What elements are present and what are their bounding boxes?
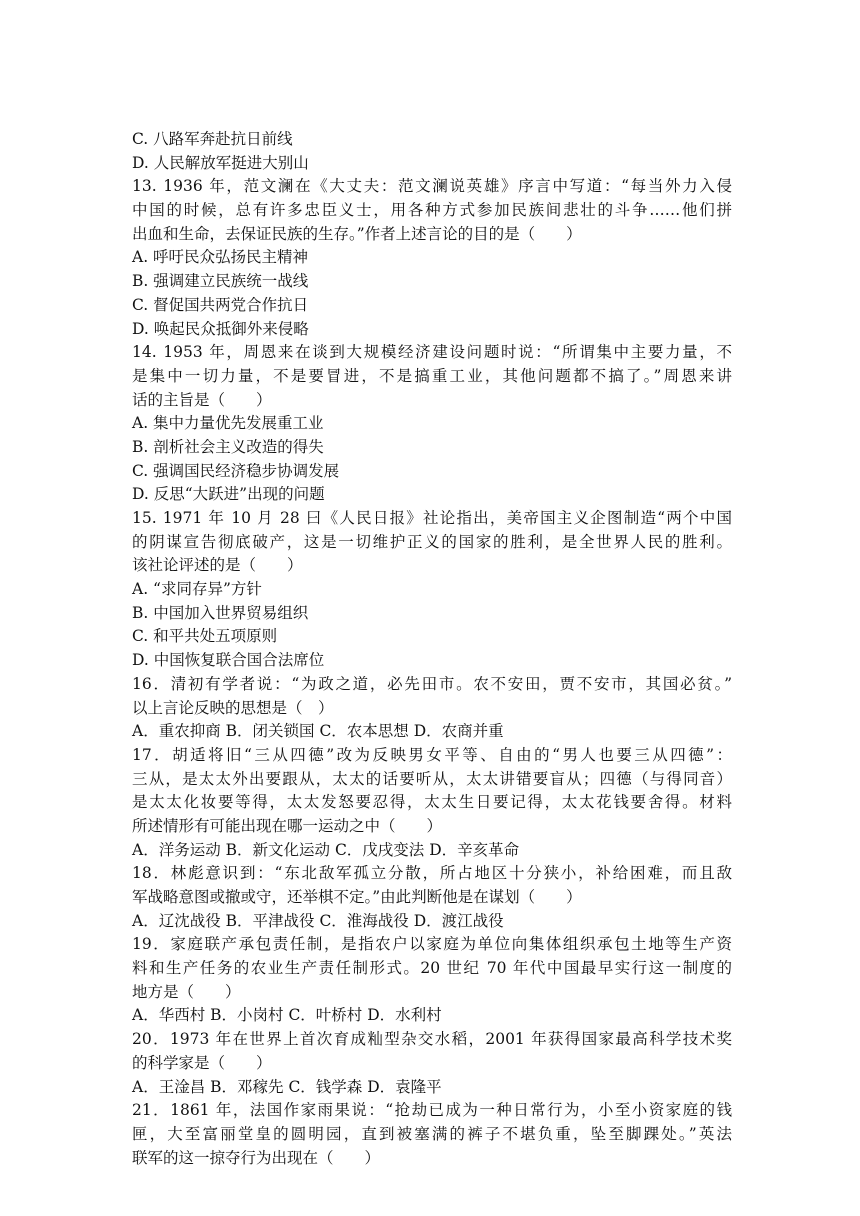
- text-line: B. 剖析社会主义改造的得失: [132, 437, 324, 456]
- text-line: B. 中国加入世界贸易组织: [132, 603, 309, 622]
- text-line: 的科学家是（ ）: [132, 1053, 272, 1072]
- text-line: 13. 1936 年，范文澜在《大丈夫：范文澜说英雄》序言中写道：“每当外力入侵: [132, 177, 732, 196]
- text-line: 16．清初有学者说：“为政之道，必先田市。农不安田，贾不安市，其国必贫。”: [132, 674, 732, 693]
- text-line: A．华西村 B．小岗村 C．叶桥村 D．水利村: [132, 1006, 442, 1025]
- text-line: A．辽沈战役 B．平津战役 C．淮海战役 D．渡江战役: [132, 911, 504, 930]
- text-line: 出血和生命，去保证民族的生存。”作者上述言论的目的是（ ）: [132, 224, 582, 243]
- text-line: 19．家庭联产承包责任制，是指农户以家庭为单位向集体组织承包土地等生产资: [132, 935, 732, 954]
- text-line: 三从，是太太外出要跟从，太太的话要听从，太太讲错要盲从；四德（与得同音）: [132, 769, 732, 788]
- text-line: 中国的时候，总有许多忠臣义士，用各种方式参加民族间悲壮的斗争……他们拼: [132, 201, 732, 220]
- text-line: A. 呼吁民众弘扬民主精神: [132, 248, 309, 267]
- text-line: 18．林彪意识到：“东北敌军孤立分散，所占地区十分狭小，补给困难，而且敌: [132, 864, 732, 883]
- text-line: 该社论评述的是（ ）: [132, 556, 303, 575]
- text-line: 话的主旨是（ ）: [132, 390, 272, 409]
- text-line: A．重农抑商 B．闭关锁国 C．农本思想 D．农商并重: [132, 722, 504, 741]
- text-line: 料和生产任务的农业生产责任制形式。20 世纪 70 年代中国最早实行这一制度的: [132, 959, 732, 978]
- text-line: D. 唤起民众抵御外来侵略: [132, 319, 309, 338]
- text-line: 20．1973 年在世界上首次育成籼型杂交水稻，2001 年获得国家最高科学技术奖: [132, 1030, 732, 1049]
- text-line: B. 强调建立民族统一战线: [132, 272, 309, 291]
- text-line: 军战略意图或撤或守，还举棋不定。”由此判断他是在谋划（ ）: [132, 888, 582, 906]
- text-line: C. 八路军奔赴抗日前线: [132, 130, 293, 148]
- text-line: D. 反思“大跃进”出现的问题: [132, 485, 325, 504]
- text-line: 17．胡适将旧“三从四德”改为反映男女平等、自由的“男人也要三从四德”：: [132, 745, 732, 764]
- text-line: 14. 1953 年，周恩来在谈到大规模经济建设问题时说：“所谓集中主要力量，不: [132, 343, 732, 362]
- text-line: A. “求同存异”方针: [132, 580, 262, 599]
- text-line: 的阴谋宣告彻底破产，这是一切维护正义的国家的胜利，是全世界人民的胜利。: [132, 532, 732, 551]
- text-line: 匣，大至富丽堂皇的圆明园，直到被塞满的裤子不堪负重，坠至脚踝处。”英法: [132, 1124, 732, 1143]
- text-line: 15. 1971 年 10 月 28 曰《人民日报》社论指出，美帝国主义企图制造“两个中国: [132, 509, 732, 527]
- text-line: D. 人民解放军挺进大别山: [132, 153, 309, 172]
- text-line: 是太太化妆要等得，太太发怒要忍得，太太生日要记得，太太花钱要舍得。材料: [132, 793, 732, 812]
- text-line: 地方是（ ）: [132, 982, 241, 1001]
- text-line: C. 和平共处五项原则: [132, 627, 278, 646]
- text-line: A．洋务运动 B．新文化运动 C．戊戌变法 D．辛亥革命: [132, 840, 520, 859]
- exam-question-text: [132, 128, 732, 1170]
- text-line: D. 中国恢复联合国合法席位: [132, 651, 325, 670]
- text-line: C. 强调国民经济稳步协调发展: [132, 461, 340, 480]
- text-line: 以上言论反映的思想是（ ）: [132, 698, 334, 717]
- text-line: 联军的这一掠夺行为出现在（ ）: [132, 1148, 381, 1167]
- text-line: 所述情形有可能出现在哪一运动之中（ ）: [132, 816, 443, 835]
- text-line: C. 督促国共两党合作抗日: [132, 295, 309, 314]
- text-line: A．王淦昌 B．邓稼先 C．钱学森 D．袁隆平: [132, 1077, 442, 1096]
- text-line: 是集中一切力量，不是要冒进，不是搞重工业，其他问题都不搞了。”周恩来讲: [132, 366, 732, 385]
- text-line: 21．1861 年，法国作家雨果说：“抢劫已成为一种日常行为，小至小资家庭的钱: [132, 1101, 732, 1120]
- text-line: A. 集中力量优先发展重工业: [132, 414, 324, 433]
